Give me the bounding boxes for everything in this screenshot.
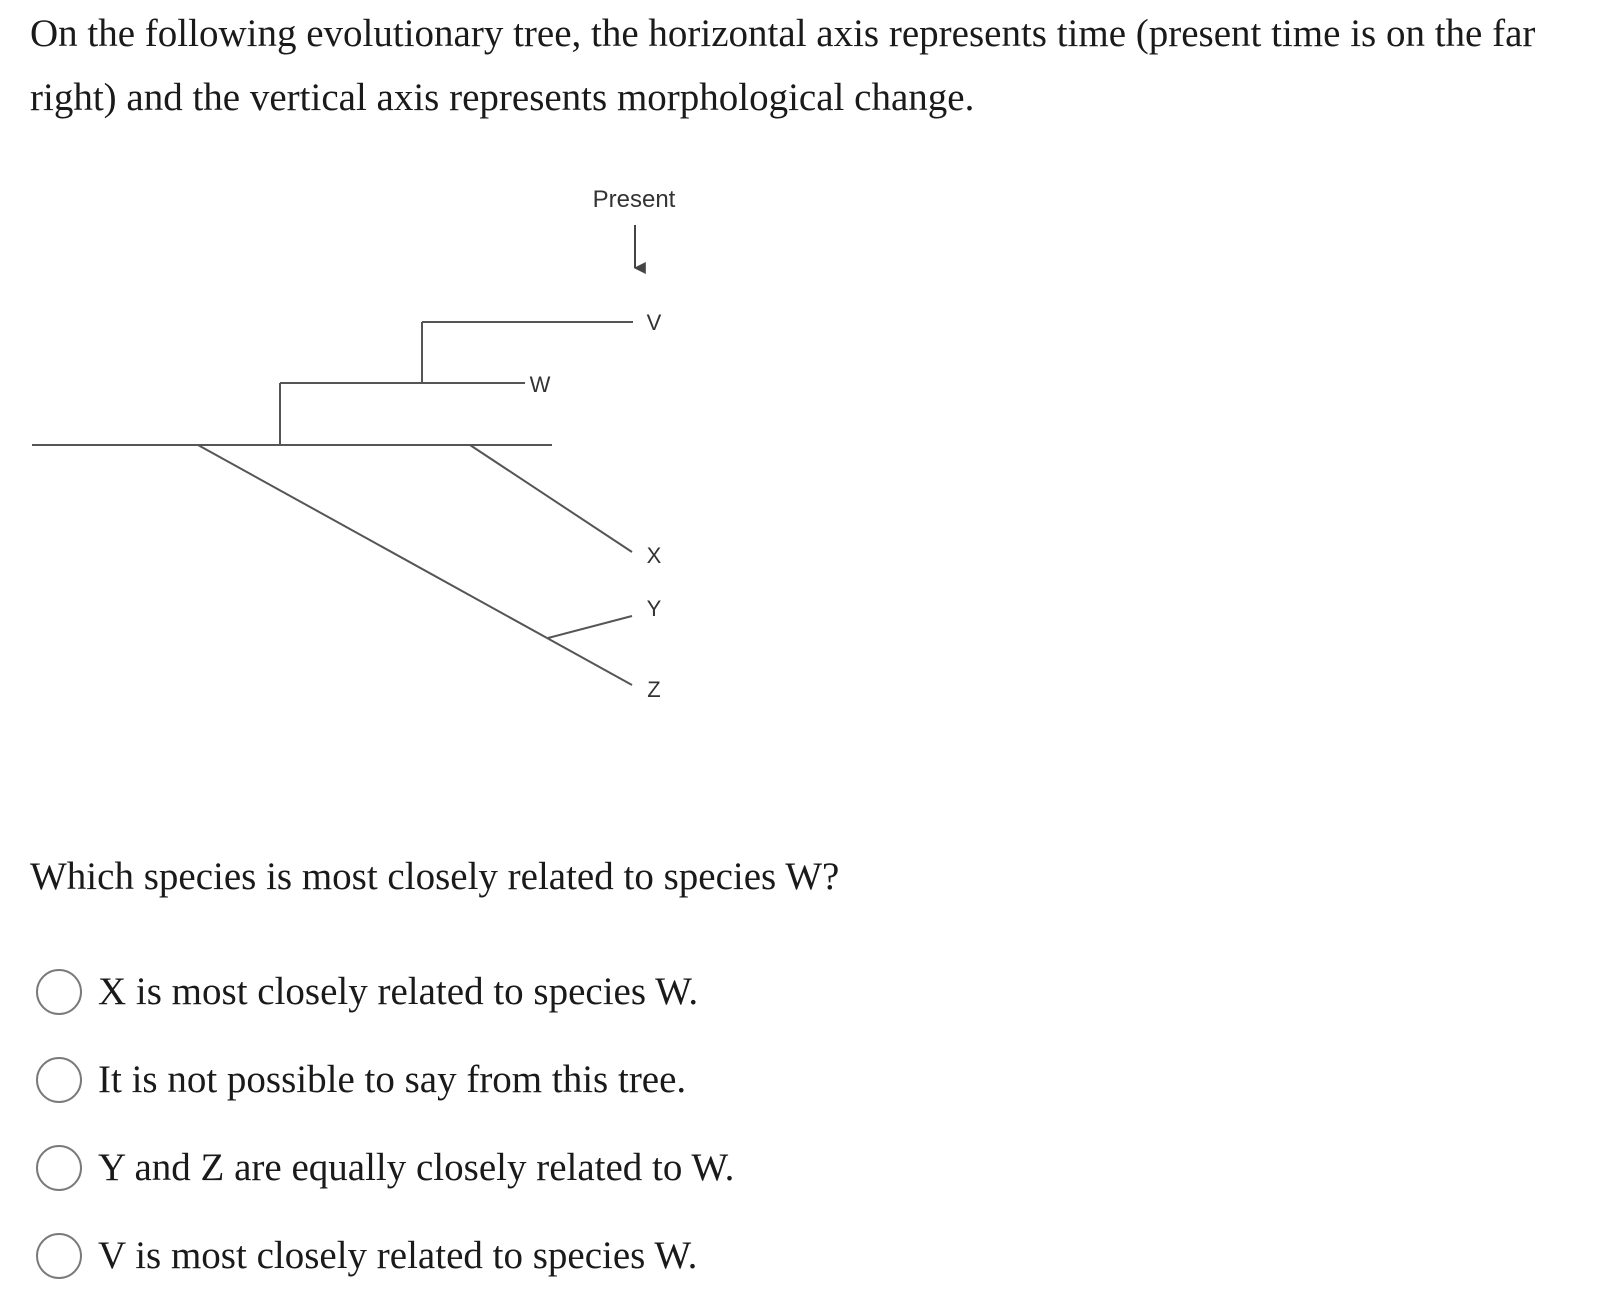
radio-button-3[interactable] xyxy=(36,1145,82,1191)
species-z-label: Z xyxy=(647,677,661,702)
question-text: Which species is most closely related to species W? xyxy=(30,855,840,898)
radio-button-1[interactable] xyxy=(36,969,82,1015)
answer-option-4-label[interactable]: V is most closely related to species W. xyxy=(98,1234,698,1277)
answer-option-1-label[interactable]: X is most closely related to species W. xyxy=(98,970,699,1013)
answer-option-4[interactable] xyxy=(36,1212,734,1300)
answer-option-2-label[interactable]: It is not possible to say from this tree. xyxy=(98,1058,687,1101)
intro-text: On the following evolutionary tree, the horizontal axis represents time (present time is on the far right) and the vertical axis represents morphological change. xyxy=(30,12,1536,119)
species-w-label: W xyxy=(529,372,551,397)
answer-option-3[interactable] xyxy=(36,1124,734,1212)
species-y-label: Y xyxy=(646,596,662,621)
answer-option-2[interactable] xyxy=(36,1036,734,1124)
answer-option-3-label[interactable]: Y and Z are equally closely related to W. xyxy=(98,1146,735,1189)
species-x-label: X xyxy=(646,543,662,568)
x-branch xyxy=(470,445,632,552)
present-label: Present xyxy=(592,186,676,213)
radio-button-2[interactable] xyxy=(36,1057,82,1103)
answer-options xyxy=(36,948,734,1300)
species-v-label: V xyxy=(646,310,662,335)
yz-lineage xyxy=(198,445,632,685)
radio-button-4[interactable] xyxy=(36,1233,82,1279)
y-branch xyxy=(548,616,632,638)
answer-option-1[interactable] xyxy=(36,948,734,1036)
evolutionary-tree xyxy=(0,170,720,730)
